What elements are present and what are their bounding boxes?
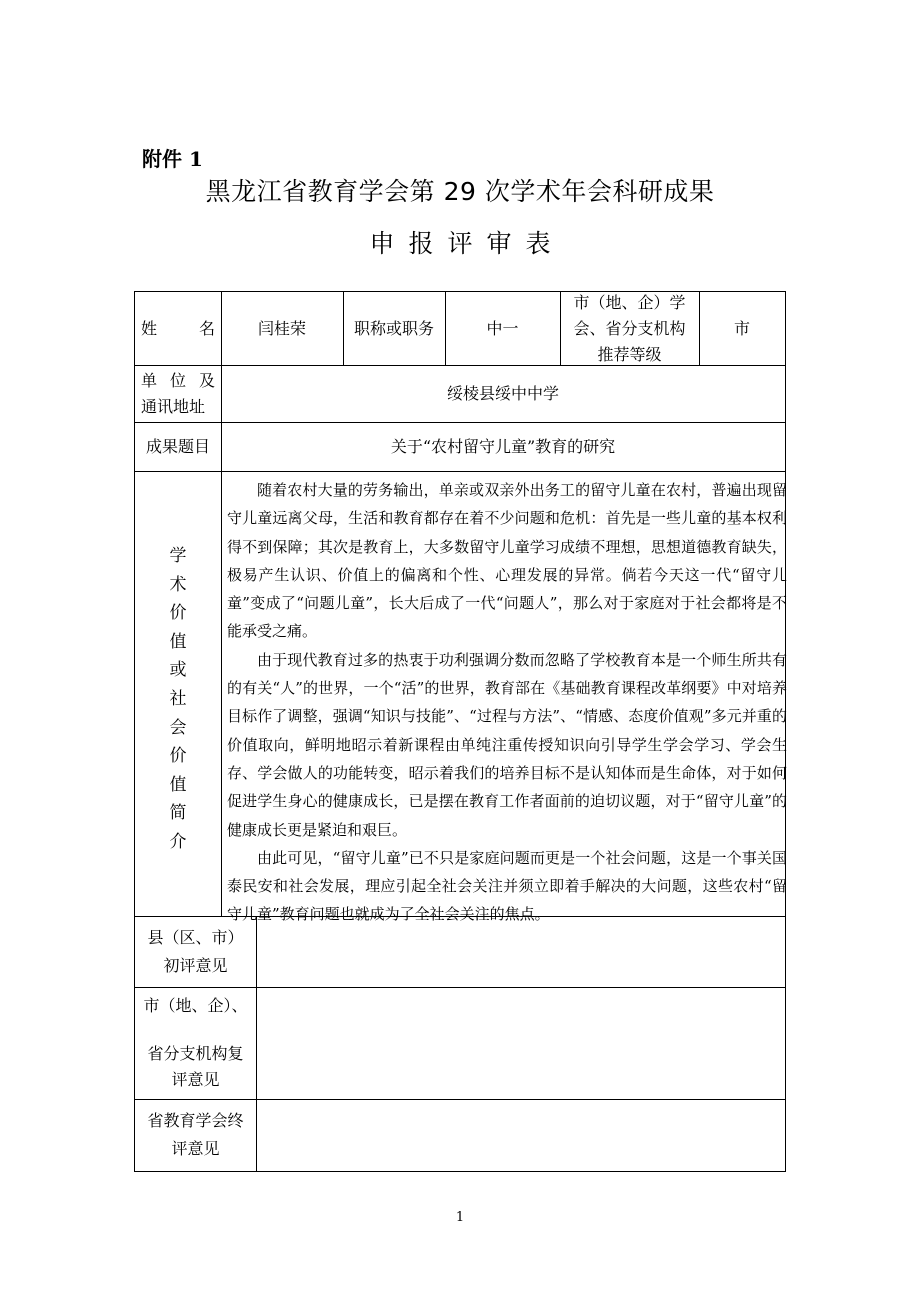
topic-value: 关于“农村留守儿童”教育的研究 [390,436,616,456]
province-review-label: 省教育学会终评意见 [147,1111,244,1158]
academic-value-label [159,542,197,857]
county-review-field[interactable] [256,916,785,987]
academic-value-label-char: 值 [169,774,187,795]
name-label [135,292,221,365]
city-review-field[interactable] [256,987,785,1099]
page-number: 1 [455,1210,465,1225]
academic-value-label-char: 简 [169,803,187,824]
recommend-level-label: 市（地、企）学会、省分支机构推荐等级 [573,292,686,364]
city-review-label-line-1: 市（地、企）、 [143,996,248,1015]
paragraph: 由此可见，“留守儿童”已不只是家庭问题而更是一个社会问题，这是一个事关国泰民安和社会发展，理应引起全社会关注并须立即着手解决的大问题，这些农村“留守儿童”教育问题也就成为了全社会关注的焦点。 [227,848,787,924]
unit-address-label: 单 位 及通讯地址 [141,370,215,416]
academic-value-label-char: 价 [169,746,187,767]
county-review-label: 县（区、市）初评意见 [147,927,244,975]
paragraph: 由于现代教育过多的热衷于功利强调分数而忽略了学校教育本是一个师生所共有的有关“人”的世界，一个“活”的世界，教育部在《基础教育课程改革纲要》中对培养目标作了调整，强调“知识与技能”、“过程与方法”、“情感、态度价值观”多元并重的价值取向，鲜明地昭示着新课程由单纯注重传授知识向引导学生学会学习、学会生存、学会做人的功能转变，昭示着我们的培养目标不是认知体而是生命体，对于如何促进学生身心的健康成长，已是摆在教育工作者面前的迫切议题，对于“留守儿童”的健康成长更是紧迫和艰巨。 [227,650,787,839]
province-review-field[interactable] [256,1099,785,1171]
city-review-label [135,987,256,1099]
city-review-label-line-2: 省分支机构复评意见 [147,1044,244,1089]
attachment-label: 附件 1 [142,147,203,171]
name-value: 闫桂荣 [257,318,306,338]
academic-value-label-char: 介 [169,831,187,852]
unit-address-value: 绥棱县绥中中学 [446,383,559,403]
academic-value-label-char: 社 [169,688,187,709]
title-label: 职称或职务 [353,318,434,338]
topic-label: 成果题目 [145,436,210,456]
recommend-level-value: 市 [733,318,750,338]
title-value: 中一 [486,318,519,338]
academic-value-label-char: 学 [169,546,187,566]
document-subtitle: 申报评审表 [369,229,565,258]
name-label-char-1: 姓 [141,318,158,338]
academic-value-label-char: 会 [169,717,187,738]
academic-value-label-char: 术 [169,574,187,595]
name-label-char-2: 名 [198,318,215,338]
document-title: 黑龙江省教育学会第 29 次学术年会科研成果 [205,177,715,206]
academic-value-label-char: 或 [169,660,187,681]
application-form-table [134,291,786,1172]
academic-value-label-char: 值 [169,631,187,652]
academic-value-label-char: 价 [169,603,187,624]
academic-value-text [227,476,787,929]
paragraph: 随着农村大量的劳务输出，单亲或双亲外出务工的留守儿童在农村，普遍出现留守儿童远离父母，生活和教育都存在着不少问题和危机：首先是一些儿童的基本权利得不到保障；其次是教育上，大多数留守儿童学习成绩不理想，思想道德教育缺失，极易产生认识、价值上的偏离和个性、心理发展的异常。倘若今天这一代“留守儿童”变成了“问题儿童”，长大后成了一代“问题人”，那么对于家庭对于社会都将是不能承受之痛。 [227,481,787,641]
